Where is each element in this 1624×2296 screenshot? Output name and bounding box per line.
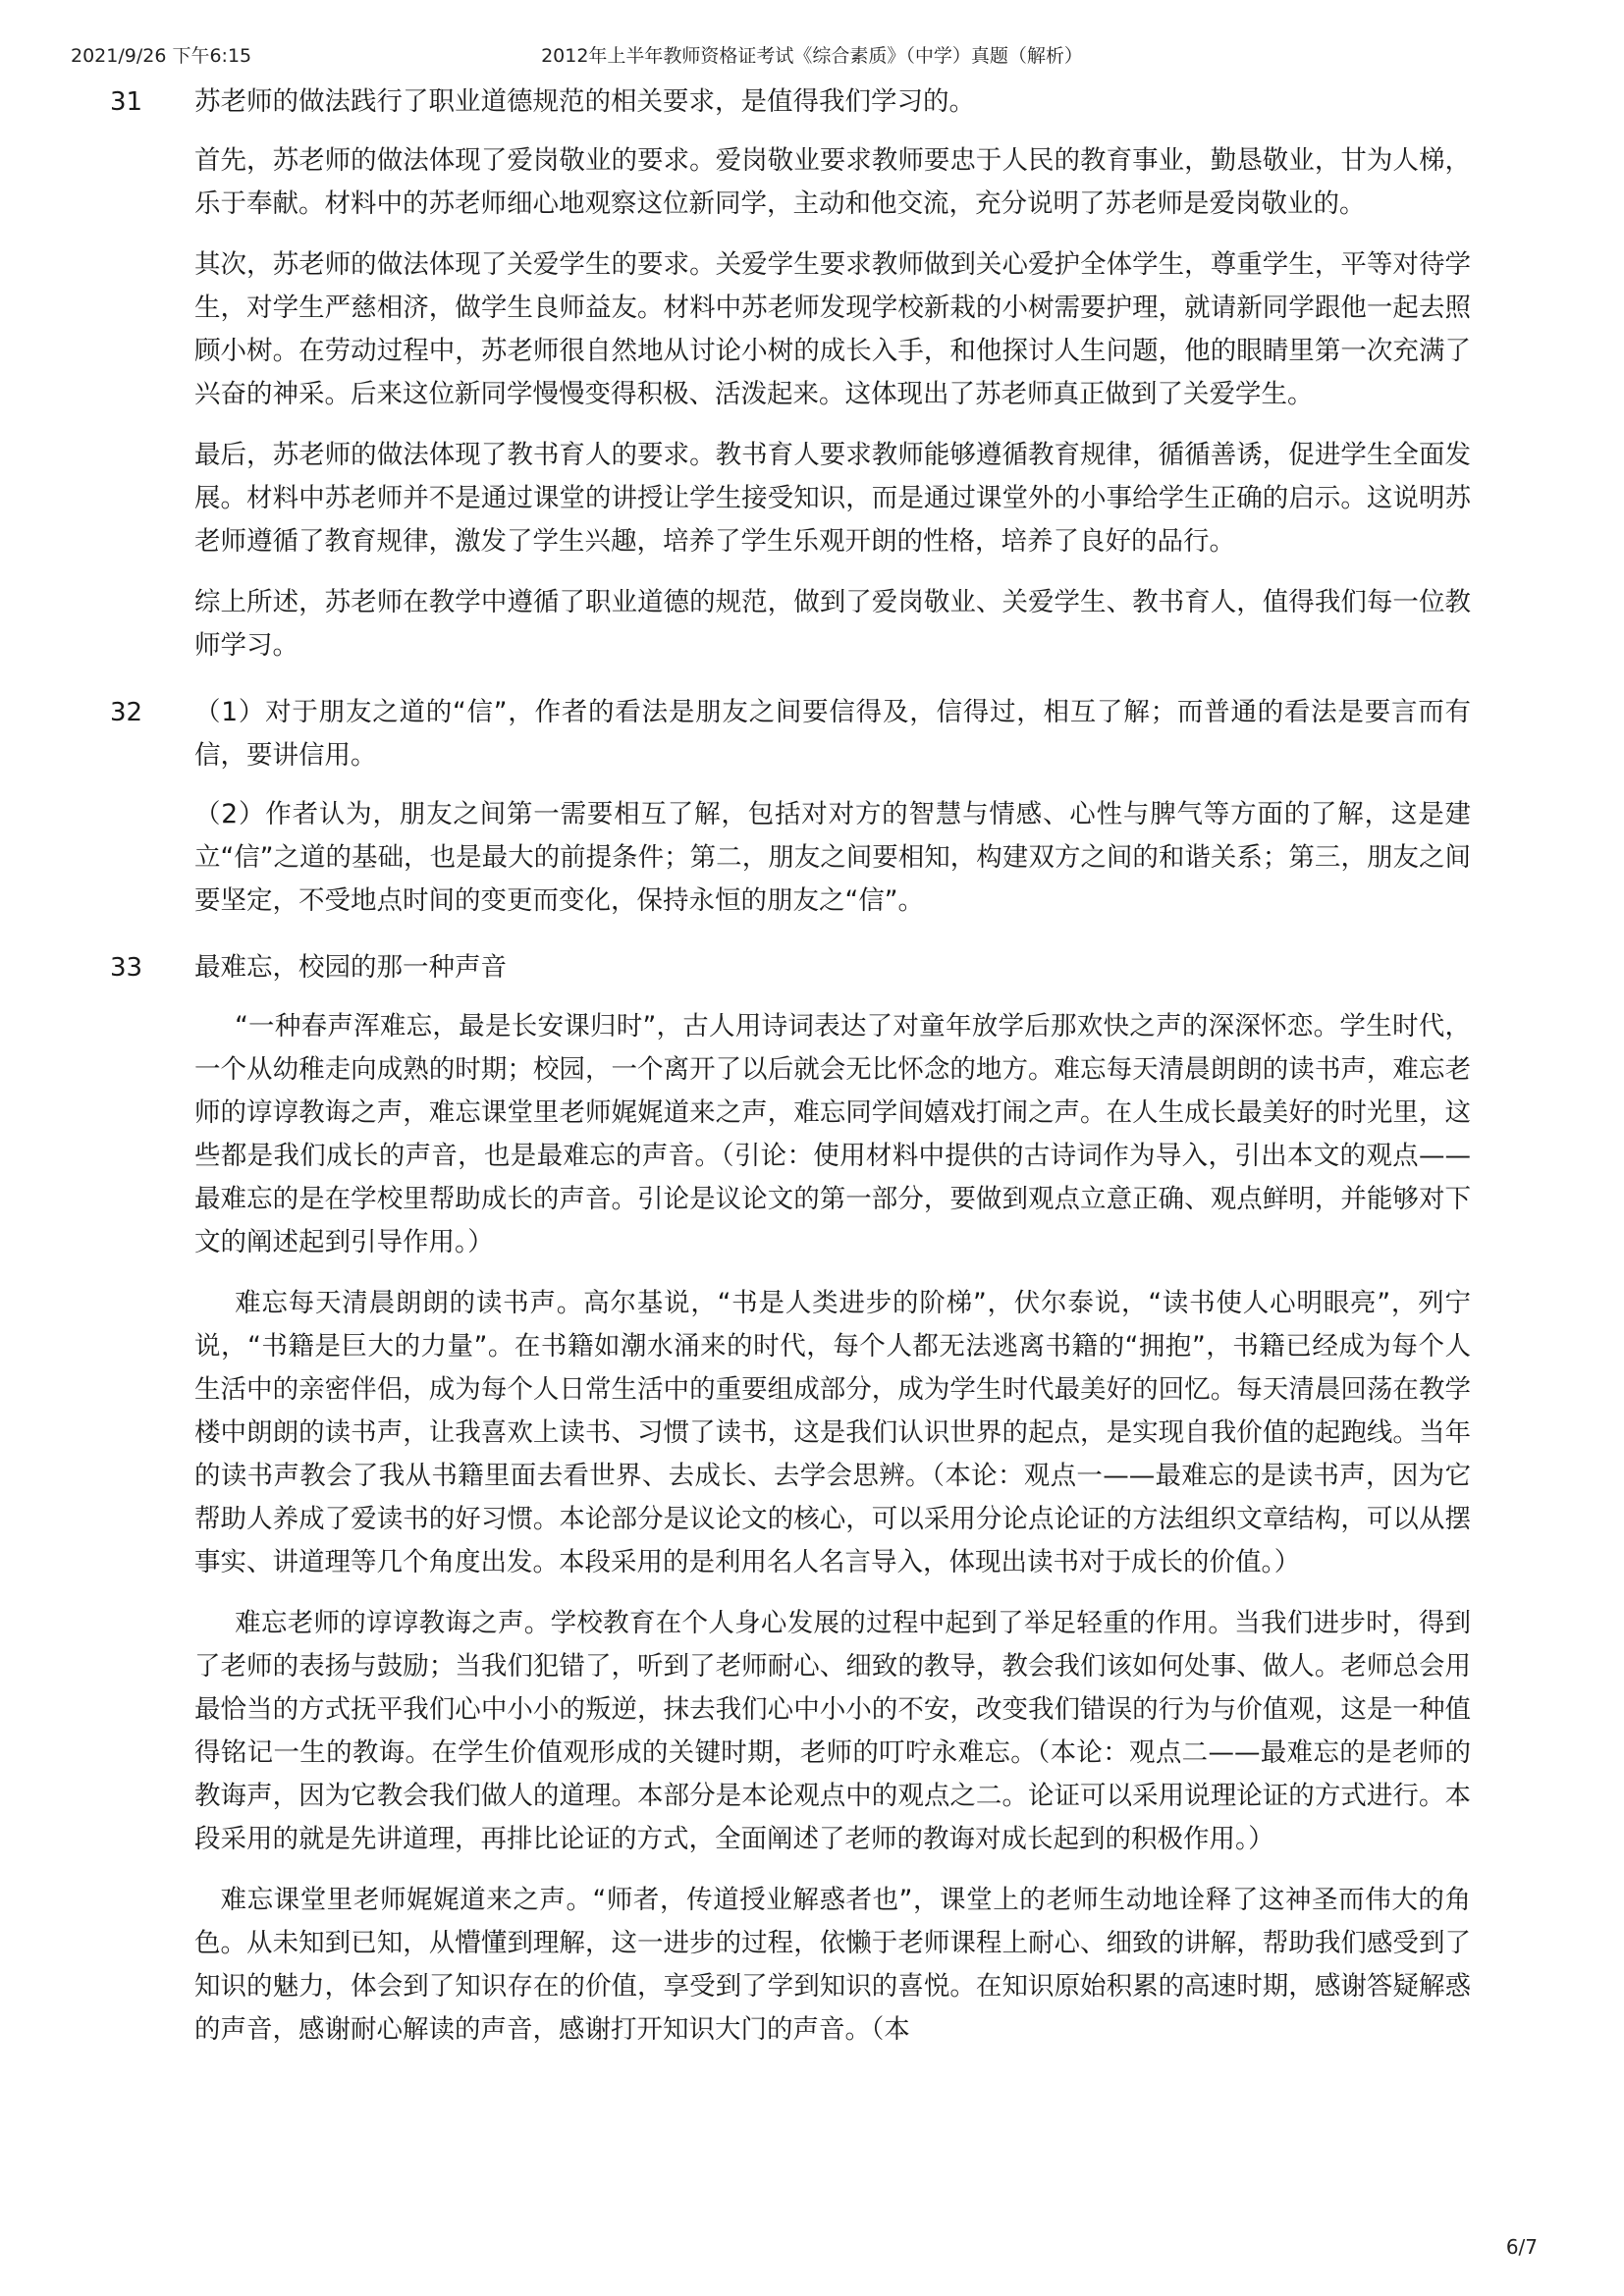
question-number: 32 [110,698,143,727]
essay-paragraph: 难忘课堂里老师娓娓道来之声。“师者，传道授业解惑者也”，课堂上的老师生动地诠释了这神圣而伟大的角色。从未知到已知，从懵懂到理解，这一进步的过程，依懒于老师课程上耐心、细致的讲解，帮助我们感受到了知识的魅力，体会到了知识存在的价值，享受到了学到知识的喜悦。在知识原始积累的高速时期，感谢答疑解惑的声音，感谢耐心解读的声音，感谢打开知识大门的声音。（本 [194,1885,1471,2045]
page-number: 6/7 [1505,2235,1538,2259]
answer-text [194,691,1471,923]
essay-paragraph: 难忘老师的谆谆教诲之声。学校教育在个人身心发展的过程中起到了举足轻重的作用。当我们进步时，得到了老师的表扬与鼓励；当我们犯错了，听到了老师耐心、细致的教导，教会我们该如何处事、做人。老师总会用最恰当的方式抚平我们心中小小的叛逆，抹去我们心中小小的不安，改变我们错误的行为与价值观，这是一种值得铭记一生的教诲。在学生价值观形成的关键时期，老师的叮咛永难忘。（本论：观点二——最难忘的是老师的教诲声，因为它教会我们做人的道理。本部分是本论观点中的观点之二。论证可以采用说理论证的方式进行。本段采用的就是先讲道理，再排比论证的方式，全面阐述了老师的教诲对成长起到的积极作用。） [194,1608,1471,1854]
document-body [0,80,1624,2069]
answer-paragraph: 其次，苏老师的做法体现了关爱学生的要求。关爱学生要求教师做到关心爱护全体学生，尊重学生，平等对待学生，对学生严慈相济，做学生良师益友。材料中苏老师发现学校新栽的小树需要护理，就请新同学跟他一起去照顾小树。在劳动过程中，苏老师很自然地从讨论小树的成长入手，和他探讨人生问题，他的眼睛里第一次充满了兴奋的神采。后来这位新同学慢慢变得积极、活泼起来。这体现出了苏老师真正做到了关爱学生。 [194,249,1471,409]
answer-paragraph: （1）对于朋友之道的“信”，作者的看法是朋友之间要信得及，信得过，相互了解；而普通的看法是要言而有信，要讲信用。 [194,697,1471,771]
print-header-datetime: 2021/9/26 下午6:15 [71,45,252,67]
answer-paragraph: 综上所述，苏老师在教学中遵循了职业道德的规范，做到了爱岗敬业、关爱学生、教书育人，值得我们每一位教师学习。 [194,587,1471,661]
answer-31 [0,80,1624,667]
essay-title: 最难忘，校园的那一种声音 [194,952,507,983]
answer-paragraph: （2）作者认为，朋友之间第一需要相互了解，包括对对方的智慧与情感、心性与脾气等方面的了解，这是建立“信”之道的基础，也是最大的前提条件；第二，朋友之间要相知，构建双方之间的和谐关系；第三，朋友之间要坚定，不受地点时间的变更而变化，保持永恒的朋友之“信”。 [194,799,1471,916]
answer-33 [0,946,1624,2052]
answer-text [194,80,1471,667]
question-number: 31 [110,87,143,117]
answer-text [194,946,1471,2052]
answer-paragraph: 首先，苏老师的做法体现了爱岗敬业的要求。爱岗敬业要求教师要忠于人民的教育事业，勤恳敬业，甘为人梯，乐于奉献。材料中的苏老师细心地观察这位新同学，主动和他交流，充分说明了苏老师是爱岗敬业的。 [194,145,1471,219]
print-header-title: 2012年上半年教师资格证考试《综合素质》（中学）真题（解析） [541,45,1083,67]
answer-paragraph: 苏老师的做法践行了职业道德规范的相关要求，是值得我们学习的。 [194,86,975,117]
essay-paragraph: “一种春声浑难忘，最是长安课归时”，古人用诗词表达了对童年放学后那欢快之声的深深怀恋。学生时代，一个从幼稚走向成熟的时期；校园，一个离开了以后就会无比怀念的地方。难忘每天清晨朗朗的读书声，难忘老师的谆谆教诲之声，难忘课堂里老师娓娓道来之声，难忘同学间嬉戏打闹之声。在人生成长最美好的时光里，这些都是我们成长的声音，也是最难忘的声音。（引论：使用材料中提供的古诗词作为导入，引出本文的观点——最难忘的是在学校里帮助成长的声音。引论是议论文的第一部分，要做到观点立意正确、观点鲜明，并能够对下文的阐述起到引导作用。） [194,1011,1471,1257]
answer-32 [0,691,1624,923]
answer-paragraph: 最后，苏老师的做法体现了教书育人的要求。教书育人要求教师能够遵循教育规律，循循善诱，促进学生全面发展。材料中苏老师并不是通过课堂的讲授让学生接受知识，而是通过课堂外的小事给学生正确的启示。这说明苏老师遵循了教育规律，激发了学生兴趣，培养了学生乐观开朗的性格，培养了良好的品行。 [194,440,1471,557]
essay-paragraph: 难忘每天清晨朗朗的读书声。高尔基说，“书是人类进步的阶梯”，伏尔泰说，“读书使人心明眼亮”，列宁说，“书籍是巨大的力量”。在书籍如潮水涌来的时代，每个人都无法逃离书籍的“拥抱”，书籍已经成为每个人生活中的亲密伴侣，成为每个人日常生活中的重要组成部分，成为学生时代最美好的回忆。每天清晨回荡在教学楼中朗朗的读书声，让我喜欢上读书、习惯了读书，这是我们认识世界的起点，是实现自我价值的起跑线。当年的读书声教会了我从书籍里面去看世界、去成长、去学会思辨。（本论：观点一——最难忘的是读书声，因为它帮助人养成了爱读书的好习惯。本论部分是议论文的核心，可以采用分论点论证的方法组织文章结构，可以从摆事实、讲道理等几个角度出发。本段采用的是利用名人名言导入，体现出读书对于成长的价值。） [194,1288,1471,1577]
question-number: 33 [110,953,143,983]
